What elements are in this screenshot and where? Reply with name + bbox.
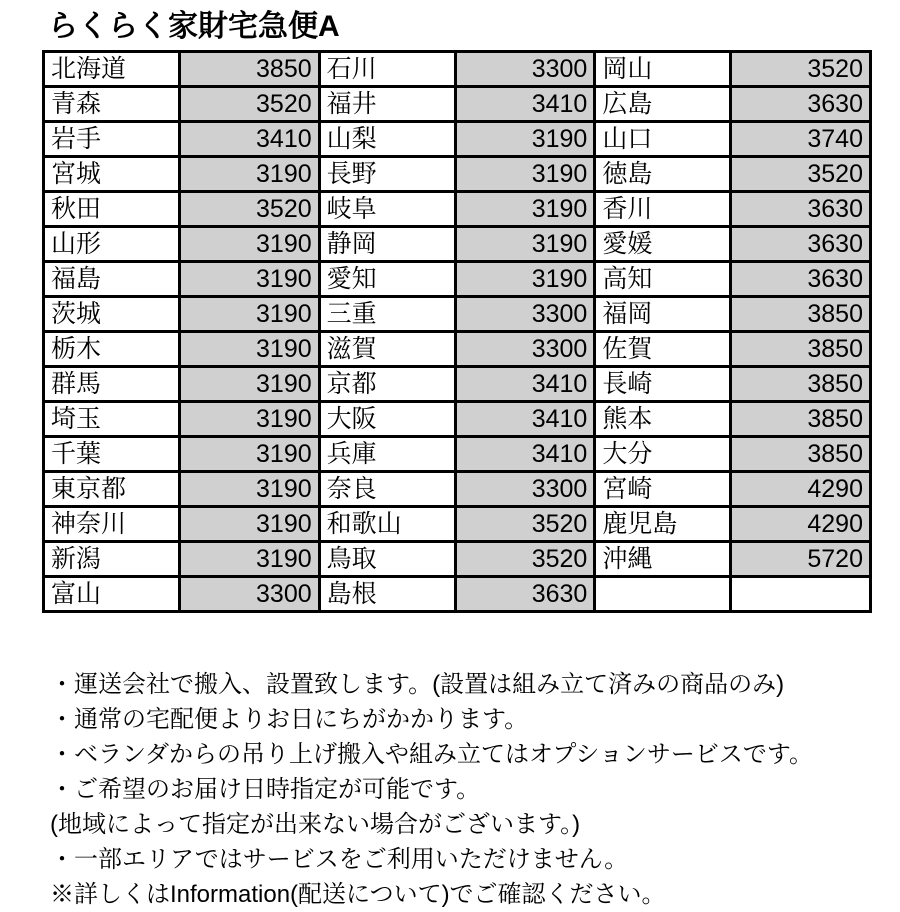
table-row [44,192,871,227]
prefecture-cell: 愛媛 [595,227,731,262]
prefecture-cell: 新潟 [44,542,180,577]
table-row [44,122,871,157]
note-line: ・運送会社で搬入、設置致します。(設置は組み立て済みの商品のみ) [50,671,785,698]
table-row [44,577,871,612]
prefecture-cell: 岐阜 [319,192,455,227]
fee-cell: 3190 [455,157,595,192]
fee-cell: 3740 [731,122,871,157]
table-row [44,542,871,577]
fee-cell: 3190 [455,192,595,227]
prefecture-cell: 埼玉 [44,402,180,437]
fee-cell: 4290 [731,472,871,507]
note-line: ・通常の宅配便よりお日にちがかかります。 [50,706,529,733]
fee-cell: 3410 [455,437,595,472]
empty-cell [731,577,871,612]
notes-list [50,667,872,912]
fee-cell: 3630 [731,192,871,227]
table-row [44,437,871,472]
prefecture-cell: 山形 [44,227,180,262]
fee-cell: 3300 [455,297,595,332]
prefecture-cell: 長野 [319,157,455,192]
prefecture-cell: 福岡 [595,297,731,332]
prefecture-cell: 青森 [44,87,180,122]
fee-cell: 3300 [455,52,595,87]
fee-cell: 3410 [455,402,595,437]
prefecture-cell: 高知 [595,262,731,297]
prefecture-cell: 福島 [44,262,180,297]
prefecture-cell: 大分 [595,437,731,472]
fee-cell: 3300 [455,332,595,367]
fee-cell: 3520 [179,87,319,122]
fee-cell: 3190 [179,157,319,192]
fee-cell: 3520 [731,157,871,192]
shipping-fee-table [42,50,872,613]
fee-cell: 3300 [455,472,595,507]
fee-cell: 3190 [179,472,319,507]
prefecture-cell: 宮城 [44,157,180,192]
prefecture-cell: 静岡 [319,227,455,262]
table-row [44,157,871,192]
prefecture-cell: 鳥取 [319,542,455,577]
fee-cell: 3850 [731,437,871,472]
fee-cell: 3850 [731,367,871,402]
prefecture-cell: 徳島 [595,157,731,192]
prefecture-cell: 岩手 [44,122,180,157]
table-row [44,262,871,297]
fee-cell: 3630 [455,577,595,612]
note-line: ※詳しくはInformation(配送について)でご確認ください。 [50,881,666,908]
fee-cell: 3190 [179,297,319,332]
fee-cell: 3850 [731,402,871,437]
fee-cell: 3850 [731,332,871,367]
prefecture-cell: 長崎 [595,367,731,402]
empty-cell [595,577,731,612]
prefecture-cell: 福井 [319,87,455,122]
prefecture-cell: 石川 [319,52,455,87]
prefecture-cell: 大阪 [319,402,455,437]
note-line: (地域によって指定が出来ない場合がございます。) [50,811,581,838]
prefecture-cell: 愛知 [319,262,455,297]
prefecture-cell: 山梨 [319,122,455,157]
prefecture-cell: 奈良 [319,472,455,507]
fee-cell: 3850 [179,52,319,87]
prefecture-cell: 宮崎 [595,472,731,507]
prefecture-cell: 富山 [44,577,180,612]
prefecture-cell: 山口 [595,122,731,157]
fee-cell: 3410 [455,87,595,122]
fee-cell: 3520 [455,507,595,542]
fee-cell: 3190 [179,437,319,472]
fee-cell: 3300 [179,577,319,612]
fee-cell: 3410 [179,122,319,157]
fee-cell: 3190 [179,367,319,402]
fee-cell: 3410 [455,367,595,402]
prefecture-cell: 滋賀 [319,332,455,367]
prefecture-cell: 熊本 [595,402,731,437]
prefecture-cell: 島根 [319,577,455,612]
fee-cell: 3190 [455,227,595,262]
fee-cell: 3190 [179,402,319,437]
fee-cell: 3850 [731,297,871,332]
prefecture-cell: 和歌山 [319,507,455,542]
prefecture-cell: 京都 [319,367,455,402]
table-row [44,52,871,87]
prefecture-cell: 沖縄 [595,542,731,577]
prefecture-cell: 秋田 [44,192,180,227]
prefecture-cell: 千葉 [44,437,180,472]
prefecture-cell: 北海道 [44,52,180,87]
prefecture-cell: 群馬 [44,367,180,402]
fee-cell: 3520 [731,52,871,87]
prefecture-cell: 東京都 [44,472,180,507]
prefecture-cell: 栃木 [44,332,180,367]
table-row [44,472,871,507]
prefecture-cell: 広島 [595,87,731,122]
fee-cell: 3190 [179,507,319,542]
note-line: ・一部エリアではサービスをご利用いただけません。 [50,846,629,873]
prefecture-cell: 鹿児島 [595,507,731,542]
table-row [44,507,871,542]
fee-cell: 4290 [731,507,871,542]
table-row [44,297,871,332]
note-line: ・ご希望のお届け日時指定が可能です。 [50,776,481,803]
page-title: らくらく家財宅急便A [48,10,340,43]
table-row [44,367,871,402]
prefecture-cell: 神奈川 [44,507,180,542]
prefecture-cell: 岡山 [595,52,731,87]
fee-cell: 5720 [731,542,871,577]
prefecture-cell: 佐賀 [595,332,731,367]
table-row [44,87,871,122]
fee-cell: 3190 [179,227,319,262]
fee-cell: 3630 [731,87,871,122]
fee-cell: 3190 [179,262,319,297]
prefecture-cell: 兵庫 [319,437,455,472]
fee-cell: 3190 [455,262,595,297]
prefecture-cell: 三重 [319,297,455,332]
fee-cell: 3190 [455,122,595,157]
fee-cell: 3630 [731,227,871,262]
table-body [44,52,871,612]
fee-cell: 3190 [179,542,319,577]
fee-cell: 3520 [455,542,595,577]
prefecture-cell: 茨城 [44,297,180,332]
table-row [44,227,871,262]
table-row [44,332,871,367]
fee-cell: 3630 [731,262,871,297]
note-line: ・ベランダからの吊り上げ搬入や組み立てはオプションサービスです。 [50,741,813,768]
prefecture-cell: 香川 [595,192,731,227]
table-row [44,402,871,437]
fee-cell: 3190 [179,332,319,367]
fee-cell: 3520 [179,192,319,227]
